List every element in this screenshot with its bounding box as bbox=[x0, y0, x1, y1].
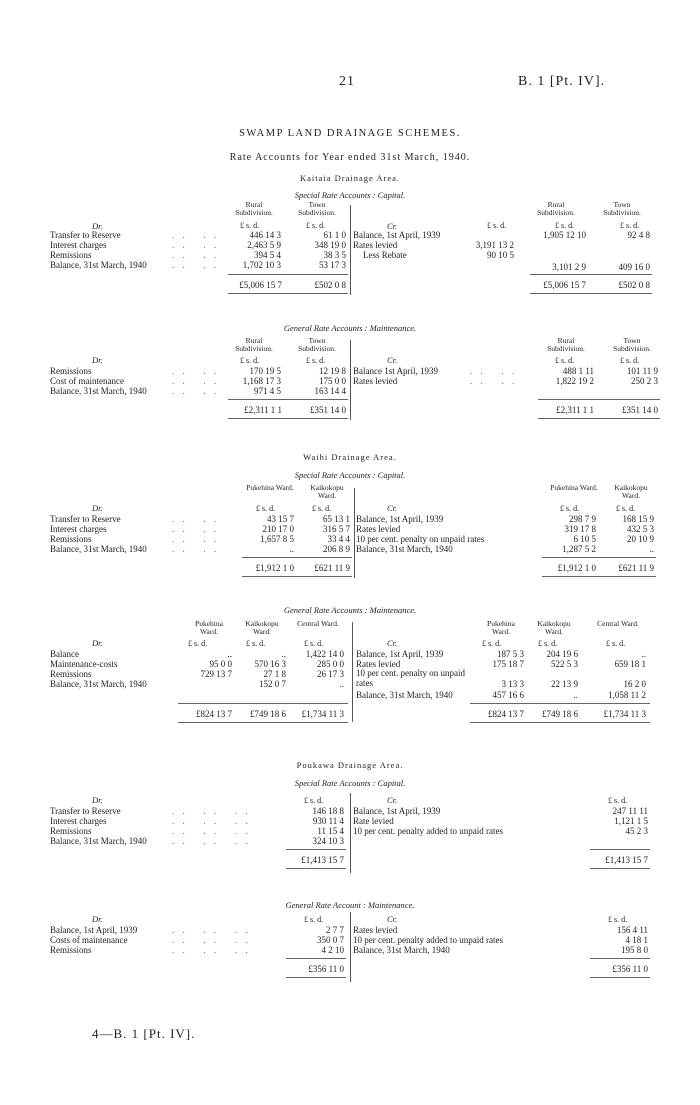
page-ref: B. 1 [Pt. IV]. bbox=[518, 74, 606, 89]
kaitaia-area-title: Kaitaia Drainage Area. bbox=[299, 173, 401, 183]
table-row: 10 per cent. penalty added to unpaid rates bbox=[353, 826, 503, 836]
col-rural: Rural Subdivision. bbox=[235, 200, 273, 217]
table-row: Transfer to Reserve bbox=[50, 514, 121, 524]
table-row: Balance, 31st March, 1940 bbox=[356, 690, 453, 700]
table-row: Rates levied bbox=[356, 524, 401, 534]
table-row: Balance 1st April, 1939 bbox=[353, 366, 438, 376]
waihi-area-title: Waihi Drainage Area. bbox=[303, 452, 397, 462]
table-row: 10 per cent. penalty added to unpaid rates bbox=[353, 935, 503, 945]
waihi-maint-caption: General Rate Accounts : Maintenance. bbox=[283, 605, 417, 615]
table-row: Cost of maintenance bbox=[50, 376, 124, 386]
cr-label: Cr. bbox=[387, 221, 398, 231]
table-row: Balance, 31st March, 1940 bbox=[50, 386, 147, 396]
poukawa-area-title: Poukawa Drainage Area. bbox=[296, 760, 404, 770]
table-row: Less Rebate bbox=[363, 250, 407, 260]
table-row: 10 per cent. penalty on unpaid rates bbox=[356, 668, 465, 688]
table-row: Balance, 31st March, 1940 bbox=[50, 260, 147, 270]
table-row: Balance, 1st April, 1939 bbox=[356, 649, 444, 659]
table-row: Costs of maintenance bbox=[50, 935, 128, 945]
table-row: Remissions bbox=[50, 366, 92, 376]
table-row: 10 per cent. penalty on unpaid rates bbox=[356, 534, 485, 544]
table-row: Rates levied bbox=[353, 376, 398, 386]
table-row: Balance, 31st March, 1940 bbox=[50, 544, 147, 554]
table-row: Maintenance-costs bbox=[50, 659, 118, 669]
table-row: Balance, 1st April, 1939 bbox=[356, 514, 444, 524]
kaitaia-maint-caption: General Rate Accounts : Maintenance. bbox=[283, 323, 417, 333]
table-row: Interest charges bbox=[50, 240, 107, 250]
table-row: Remissions bbox=[50, 669, 92, 679]
table-row: Balance, 31st March, 1940 bbox=[50, 679, 147, 689]
table-row: Remissions bbox=[50, 826, 92, 836]
table-row: Rate levied bbox=[353, 816, 394, 826]
table-row: Balance, 31st March, 1940 bbox=[50, 836, 147, 846]
table-row: Transfer to Reserve bbox=[50, 806, 121, 816]
table-row: Remissions bbox=[50, 945, 92, 955]
table-row: Balance, 1st April, 1939 bbox=[50, 925, 138, 935]
dr-label: Dr. bbox=[92, 221, 103, 231]
table-row: Rates levied bbox=[353, 240, 398, 250]
footer-ref: 4—B. 1 [Pt. IV]. bbox=[92, 1026, 196, 1041]
table-row: Rates levied bbox=[356, 659, 401, 669]
table-row: Balance, 1st April, 1939 bbox=[353, 230, 441, 240]
table-row: Rates levied bbox=[353, 925, 398, 935]
waihi-capital-caption: Special Rate Accounts : Capital. bbox=[294, 470, 406, 480]
kaitaia-capital-caption: Special Rate Accounts : Capital. bbox=[294, 190, 406, 200]
sub-title: Rate Accounts for Year ended 31st March, 1940. bbox=[229, 152, 471, 163]
table-row: Balance, 31st March, 1940 bbox=[356, 544, 453, 554]
main-title: SWAMP LAND DRAINAGE SCHEMES. bbox=[239, 128, 461, 139]
table-row: Remissions bbox=[50, 534, 92, 544]
col-rural-cr: Rural Subdivision. bbox=[537, 200, 575, 217]
table-row: Interest charges bbox=[50, 816, 107, 826]
table-row: Balance, 1st April, 1939 bbox=[353, 806, 441, 816]
col-town: Town Subdivision. bbox=[298, 200, 336, 217]
table-row: Remissions bbox=[50, 250, 92, 260]
col-town-cr: Town Subdivision. bbox=[603, 200, 641, 217]
poukawa-maint-caption: General Rate Account : Maintenance. bbox=[285, 900, 415, 910]
table-row: Interest charges bbox=[50, 524, 107, 534]
poukawa-capital-caption: Special Rate Accounts : Capital. bbox=[294, 778, 406, 788]
table-row: Balance bbox=[50, 649, 79, 659]
table-row: Balance, 31st March, 1940 bbox=[353, 945, 450, 955]
table-row: Transfer to Reserve bbox=[50, 230, 121, 240]
page-number: 21 bbox=[339, 74, 355, 89]
